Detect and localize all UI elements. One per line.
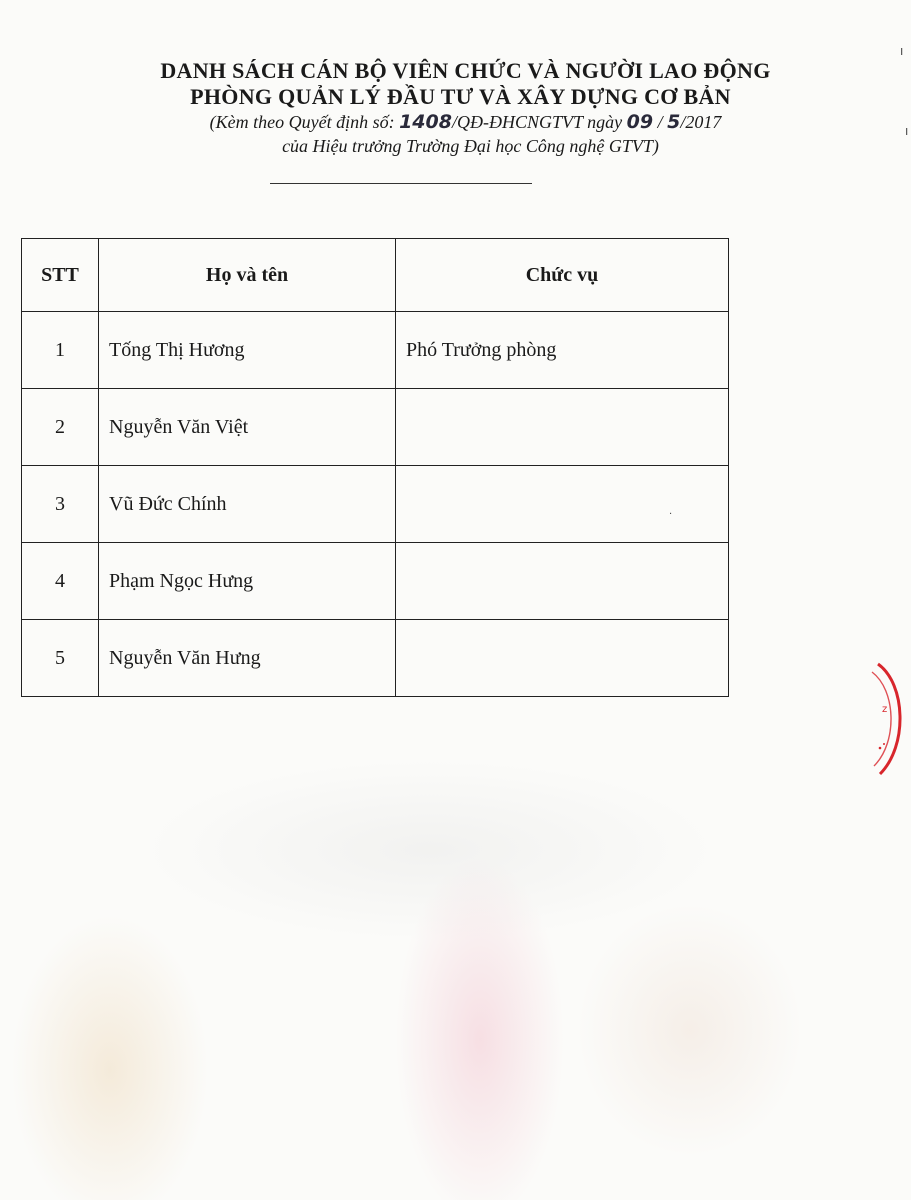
margin-mark: ı — [900, 44, 904, 58]
header-position: Chức vụ — [396, 239, 729, 312]
subtitle-prefix: (Kèm theo Quyết định số: — [209, 112, 400, 132]
row-stt: 1 — [22, 312, 99, 389]
month-handwritten: 5 — [667, 111, 681, 133]
table-row — [22, 620, 729, 697]
table-row — [22, 389, 729, 466]
paper-bleed-through — [0, 740, 911, 1200]
svg-text:z: z — [882, 704, 888, 715]
row-position — [396, 543, 729, 620]
row-position — [396, 389, 729, 466]
issuer-line: của Hiệu trưởng Trường Đại học Công nghệ GTVT) — [282, 136, 659, 156]
row-stt: 5 — [22, 620, 99, 697]
staff-table — [21, 238, 729, 697]
row-stt: 3 — [22, 466, 99, 543]
decision-reference — [20, 110, 911, 134]
header-underline — [270, 183, 532, 184]
year-suffix: /2017 — [680, 112, 722, 132]
title-line-2: PHÒNG QUẢN LÝ ĐẦU TƯ VÀ XÂY DỰNG CƠ BẢN — [190, 84, 731, 109]
subtitle-mid: /QĐ-ĐHCNGTVT ngày — [451, 112, 627, 132]
ink-dot: · — [669, 509, 673, 520]
decision-number-handwritten: 1408 — [399, 111, 452, 133]
table-row — [22, 312, 729, 389]
row-stt: 4 — [22, 543, 99, 620]
table-header-row — [22, 239, 729, 312]
header-name: Họ và tên — [99, 239, 396, 312]
row-position — [396, 466, 729, 543]
row-stt: 2 — [22, 389, 99, 466]
row-name: Nguyễn Văn Việt — [99, 389, 396, 466]
table-row — [22, 466, 729, 543]
row-name: Nguyễn Văn Hưng — [99, 620, 396, 697]
row-position — [396, 620, 729, 697]
title-line-1: DANH SÁCH CÁN BỘ VIÊN CHỨC VÀ NGƯỜI LAO ĐỘNG — [160, 58, 771, 83]
margin-mark: ı — [905, 124, 909, 138]
day-handwritten: 09 — [626, 111, 654, 133]
row-name: Phạm Ngọc Hưng — [99, 543, 396, 620]
row-name: Tống Thị Hương — [99, 312, 396, 389]
header-stt: STT — [22, 239, 99, 312]
row-name: Vũ Đức Chính — [99, 466, 396, 543]
red-stamp-edge — [868, 660, 911, 780]
table-row — [22, 543, 729, 620]
date-separator: / — [653, 112, 668, 132]
document-header — [0, 58, 911, 158]
row-position: Phó Trưởng phòng — [396, 312, 729, 389]
